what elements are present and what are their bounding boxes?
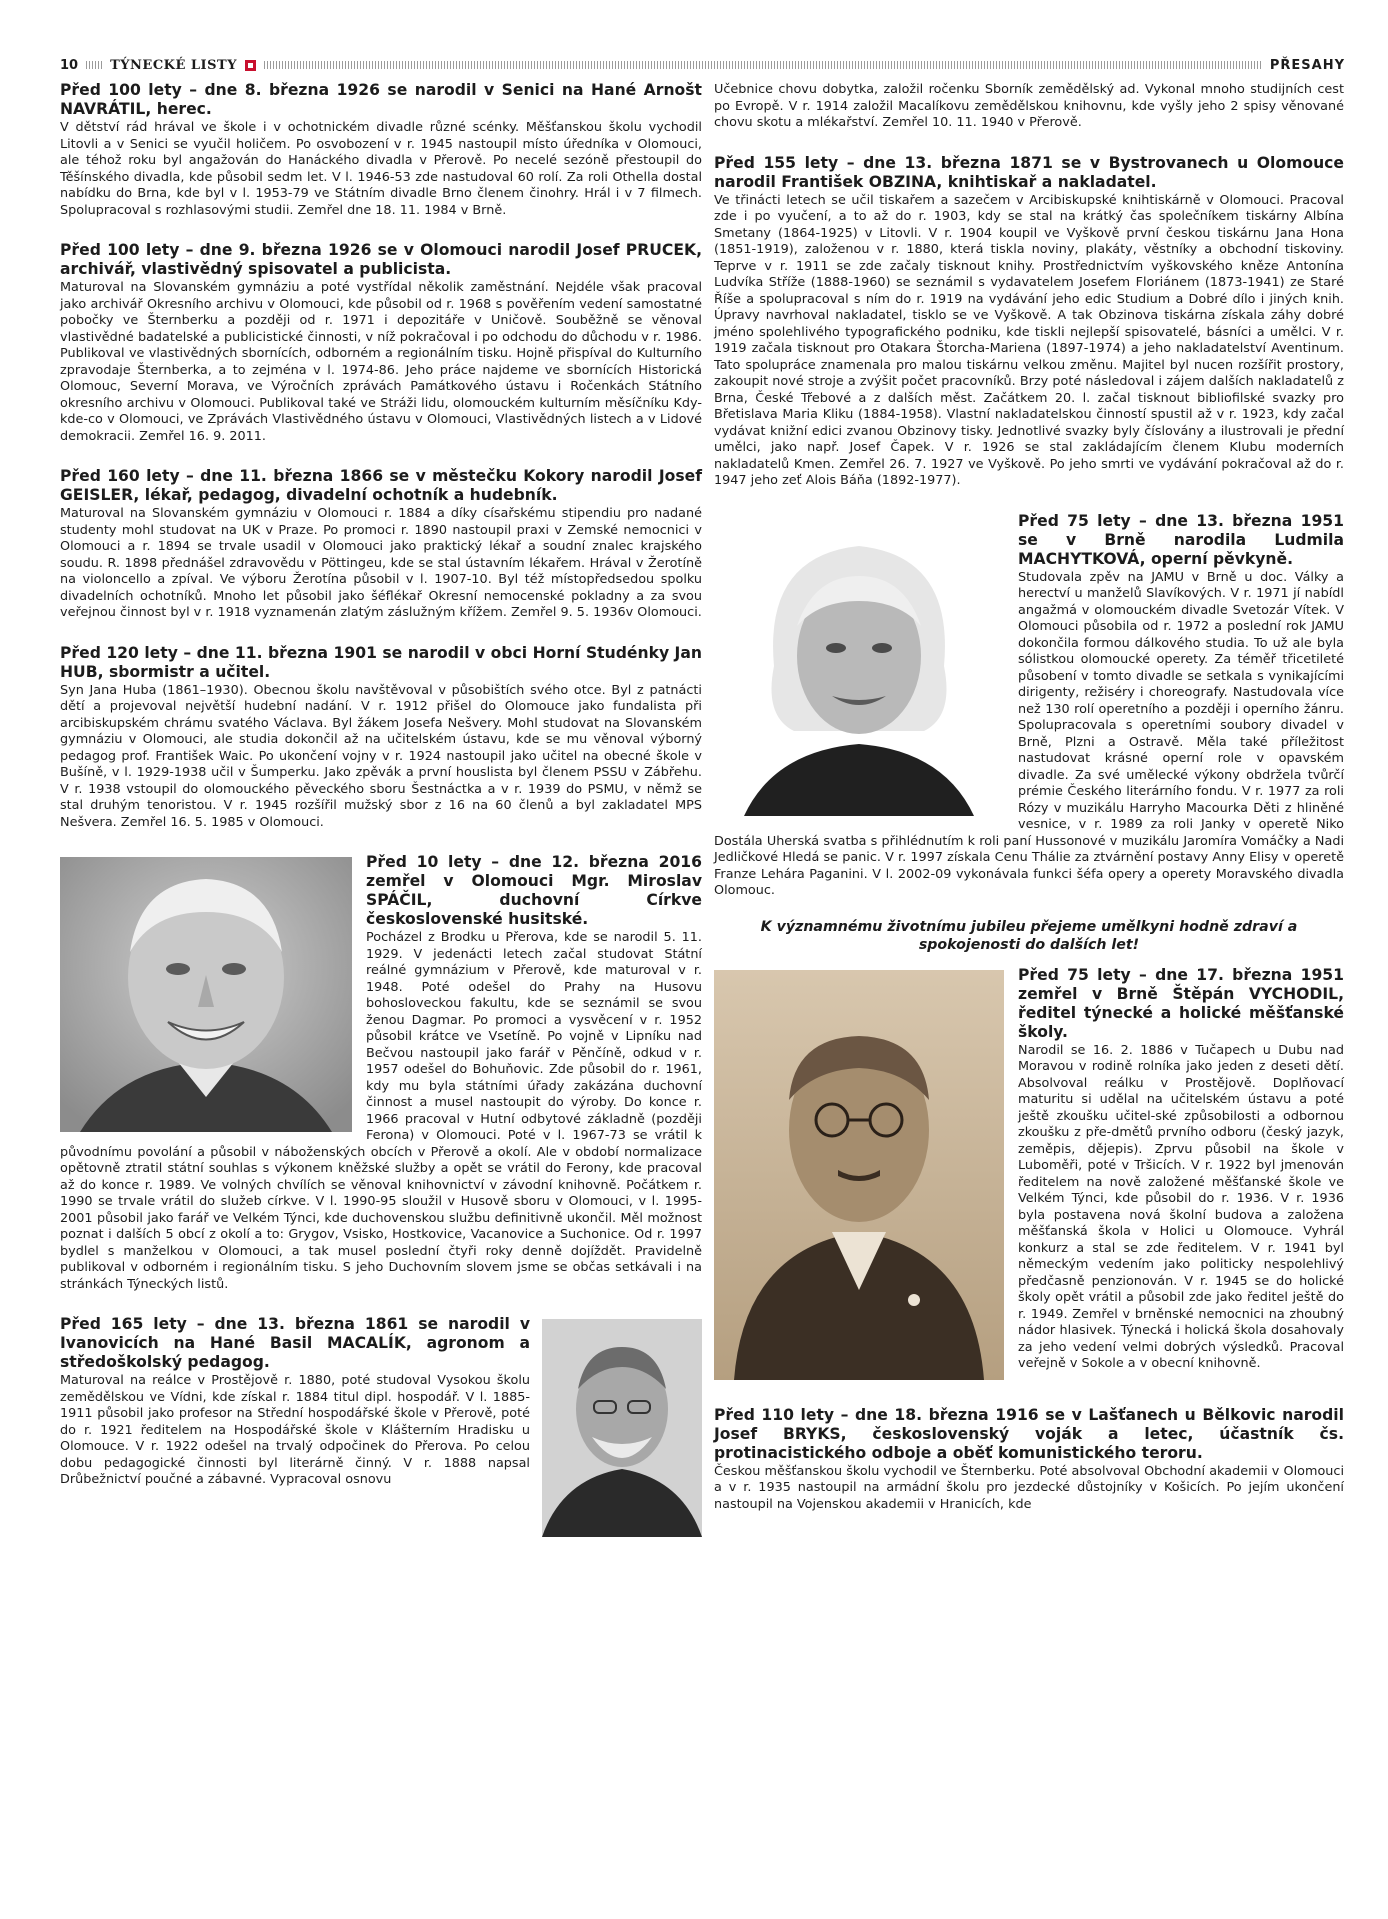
article-prucek (60, 241, 702, 445)
article-hub (60, 644, 702, 832)
article-macalik-continued (714, 82, 1344, 132)
article-title: Před 100 lety – dne 8. března 1926 se narodil v Senici na Hané Arnošt NAVRÁTIL, herec. (60, 81, 702, 118)
article-body: Maturoval na reálce v Prostějově r. 1880, poté studoval Vysokou školu zemědělskou ve Vídni, kde získal r. 1884 titul dipl. hospodář. V l. 1885-1911 působil jako profesor na Střední hospodářské škole v Přerově, poté do r. 1921 ředitelem na Hospodářské škole v Klášterním Hradisku u Olomouce. V r. 1922 odešel na trvalý odpočinek do Přerova. Po celou dobu pedagogické činnosti byl literárně činný. V r. 1888 napsal Drůbežnictví poučné a zábavné. Vypracoval osnovu (60, 1373, 530, 1487)
article-body: Českou měšťanskou školu vychodil ve Šternberku. Poté absolvoval Obchodní akademii v Olomouci a v r. 1935 nastoupil na armádní školu pro jezdecké důstojníky v Košicích. Po jejím ukončení nastoupil na Vojenskou akademii v Hranicích, kde (714, 1463, 1344, 1512)
article-body: Studovala zpěv na JAMU v Brně u doc. Války a herectví u manželů Slavíkových. V r. 1971 jí nabídl angažmá v olomouckém divadle Svetozár Vítek. V Olomouci působila od r. 1972 a poslední rok JAMU dokončila formou dálkového studia. To už ale byla sólistkou olomoucké operety. Za téměř třicetileté působení v tomto divadle se setkala s vynikajícími dirigenty, režiséry i choreografy. Nastudovala více než 130 rolí operetního a později i operního žánru. Spolupracovala s operetními soubory divadel v Brně, Plzni a Ostravě. Měla také příležitost nastudovat krásné operní role v opavském divadle. Za své umělecké výkony obdržela tvůrčí prémie Českého literárního fondu. V r. 1977 za roli Rózy v muzikálu Harryho Macourka Děti z hliněné vesnice, v r. 1989 za roli Janky v operetě Niko Dostála Uherská svatba s přihlédnutím k roli paní Hussonové v muzikálu Jaromíra Vomáčky a Nadi Jedličkové Hledá se panic. V r. 1997 získala Cenu Thálie za ztvárnění postavy Anny Elisy v operetě Franze Lehára Paganini. V l. 2002-09 vykonávala funkci šéfa opery a operety Moravského divadla Olomouc. (714, 569, 1344, 898)
masthead: TÝNECKÉ LISTY (110, 57, 237, 73)
header-rule-short (86, 61, 102, 69)
article-title: Před 75 lety – dne 17. března 1951 zemřel v Brně Štěpán VYCHODIL, ředitel týnecké a holické měšťanské školy. (1018, 965, 1344, 1041)
article-machytkova (714, 512, 1344, 900)
page-header (60, 56, 1345, 74)
photo-ludmila-machytkova (714, 516, 1004, 816)
article-body: Maturoval na Slovanském gymnáziu v Olomouci r. 1884 a díky císařskému stipendiu pro nadané studenty mohl studovat na UK v Praze. Po promoci r. 1890 nastoupil praxi v Zemské nemocnici v Olomouci a r. 1894 se trvale usadil v Olomouci jako praktický lékař a soudní znalec krajského soudu. R. 1898 přednášel zdravovědu v Pöttingeu, kde se stal ústavním lékařem. Hrával v Žerotíně na violoncello a zpíval. Ve výboru Žerotína působil v l. 1907-10. Byl též místopředsedou spolku divadelních ochotníků. Mnoho let působil jako šéflékař Okresní nemocenské pokladny a za svou veřejnou činnost byl v r. 1918 vyznamenán zlatým záslužným křížem. Zemřel 9. 5. 1936v Olomouci. (60, 506, 702, 620)
header-rule (264, 61, 1262, 69)
article-title: Před 120 lety – dne 11. března 1901 se narodil v obci Horní Studénky Jan HUB, sbormistr a učitel. (60, 643, 702, 681)
jubilee-wish: K významnému životnímu jubileu přejeme umělkyni hodně zdraví a spokojenosti do dalších let! (760, 918, 1298, 953)
article-spacil (60, 853, 702, 1293)
article-title: Před 10 lety – dne 12. března 2016 zemřel v Olomouci Mgr. Miroslav SPÁČIL, duchovní Církve československé husitské. (366, 853, 702, 928)
article-title: Před 165 lety – dne 13. března 1861 se narodil v Ivanovicích na Hané Basil MACALÍK, agronom a středoškolský pedagog. (60, 1315, 530, 1371)
page-number: 10 (60, 57, 79, 73)
article-bryks (714, 1406, 1344, 1514)
article-body: Učebnice chovu dobytka, založil ročenku Sborník zemědělský ad. Vykonal mnoho studijních cest po Evropě. V r. 1914 založil Macalíkovu zemědělskou knihovnu, kde vyšly jeho 2 spisy věnované chovu skotu a mlékařství. Zemřel 10. 11. 1940 v Přerově. (714, 82, 1344, 130)
article-navratil (60, 81, 702, 219)
right-column (714, 81, 1344, 1535)
photo-stepan-vychodil (714, 970, 1004, 1380)
article-title: Před 110 lety – dne 18. března 1916 se v Lašťanech u Bělkovic narodil Josef BRYKS, československý voják a letec, účastník čs. protinacistického odboje a oběť komunistického teroru. (714, 1405, 1344, 1462)
left-column (60, 81, 702, 1541)
article-body: Syn Jana Huba (1861–1930). Obecnou školu navštěvoval v působištích svého otce. Byl z patnácti dětí a projevoval největší hudební nadání. V r. 1912 přišel do Olomouce jako fundalista při arcibiskupském chrámu svatého Václava. Byl žákem Josefa Nešvery. Mohl studovat na Slovanském gymnáziu v Olomouci, ale studia dokončil až na učitelském ústavu, kde se mu věnoval výborný pedagog prof. František Waic. Po ukončení vojny v r. 1924 nastoupil jako učitel na obecné škole v Bušíně, v l. 1929-1938 učil v Šumperku. Jako zpěvák a první houslista byl členem PSSU v Zábřehu. V r. 1938 vstoupil do olomouckého pěveckého sboru Šestnáctka a v r. 1939 do PSMU, v němž se stal druhým tenoristou. V r. 1945 rozšířil mužský sbor z 16 na 60 členů a byl zakladatel MPS Nešvera. Zemřel 16. 5. 1985 v Olomouci. (60, 682, 702, 830)
article-macalik (60, 1315, 702, 1489)
photo-miroslav-spacil (60, 857, 352, 1132)
article-title: Před 75 lety – dne 13. března 1951 se v Brně narodila Ludmila MACHYTKOVÁ, operní pěvkyně. (1018, 511, 1344, 568)
masthead-emblem-icon (245, 60, 256, 71)
article-title: Před 155 lety – dne 13. března 1871 se v Bystrovanech u Olomouce narodil František OBZINA, knihtiskař a nakladatel. (714, 153, 1344, 191)
article-title: Před 100 lety – dne 9. března 1926 se v Olomouci narodil Josef PRUCEK, archivář, vlastivědný spisovatel a publicista. (60, 241, 702, 278)
section-label: PŘESAHY (1269, 57, 1345, 73)
article-vychodil (714, 966, 1344, 1384)
article-body: Pocházel z Brodku u Přerova, kde se narodil 5. 11. 1929. V jedenácti letech začal studovat Státní reálné gymnázium v Přerově, kde maturoval v r. 1948. Poté odešel do Prahy na Husovu bohosloveckou fakultu, kde se seznámil se svou ženou Dagmar. Po promoci a vysvěcení v r. 1952 působil krátce ve Vsetíně. Po vojně v Lipníku nad Bečvou nastoupil jako farář v Pěnčíně, odkud v r. 1957 odešel do Bohuňovic. Zde působil do r. 1961, kdy mu byla státními úřady zakázána duchovní činnost a musel nastoupit do výroby. Do konce r. 1966 pracoval v Hutní odbytové základně (později Ferona) v Olomouci. Poté v l. 1967-73 se vrátil k původnímu povolání a působil v náboženských obcích v Přerově a okolí. Ale v období normalizace opětovně ztratil státní souhlas s výkonem kněžské služby a opět se vrátil do Ferony, kde pracoval až do konce r. 1989. Ve volných chvílích se věnoval knihovnictví v závodní knihovně. Počátkem r. 1990 se trvale vrátil do služeb církve. V l. 1990-95 sloužil v Husově sboru v Olomouci, v l. 1995-2001 působil jako farář ve Velkém Týnci, kde duchovenskou službu definitivně ukončil. Měl možnost poznat i dalších 5 obcí z okolí a to: Grygov, Vsisko, Hostkovice, Vacanovice a Suchonice. Od r. 1997 bydlel s manželkou v Olomouci, a tak musel poslední čtyři roky denně dojíždět. Pravidelně publikoval v odborném i regionálním tisku. S jeho Duchovním slovem jsme se občas setkávali i na stránkách Týneckých listů. (60, 930, 702, 1292)
article-body: Narodil se 16. 2. 1886 v Tučapech u Dubu nad Moravou v rodině rolníka jako jeden z deseti dětí. Absolvoval reálku v Prostějově. Doplňovací maturitu si udělal na učitelském ústavu a poté ještě zkoušku učitel-ské způsobilosti a odbornou zkoušku z pře-dmětů prvního odboru (český jazyk, zeměpis, dějepis). Zprvu působil na škole v Luboměři, poté v Tršicích. V r. 1922 byl jmenován ředitelem na nově založené měšťanské škole ve Velkém Týnci, kde působil do r. 1936. V r. 1936 byla postavena nová školní budova a založena měšťanská škola v Holici u Olomouce. Vyhrál konkurz a stal se zde ředitelem. V r. 1941 byl německým vedením jako politicky nespolehlivý předčasně penzionován. V r. 1945 se do holické školy opět vrátil a působil zde jako ředitel ještě do r. 1949. Zemřel v brněnské nemocnici na zhoubný nádor hlasivek. Týnecká i holická škola dosahovaly za jeho vedení velmi dobrých výsledků. Pracoval veřejně v Sokole a v obecní knihovně. (1018, 1042, 1344, 1371)
article-body: Maturoval na Slovanském gymnáziu a poté vystřídal několik zaměstnání. Nejdéle však pracoval jako archivář Okresního archivu v Olomouci, kde působil od r. 1968 s pověřením vedení samostatné pobočky ve Šternberku a později od r. 1971 i depozitáře v Uničově. Souběžně se věnoval vlastivědné badatelské a publicistické činnosti, v níž pokračoval i po odchodu do důchodu v r. 1986. Publikoval ve vlastivědných sbornících, odborném a regionálním tisku. Hojně přispíval do Kulturního zpravodaje Šternberka, a to zejména v l. 1974-86. Jeho práce najdeme ve sbornících Historická Olomouc, Severní Morava, ve Výročních zprávách Památkového ústavu i Ročenkách Státního okresního archivu v Olomouci. Publikoval také ve Stráži lidu, olomouckém kulturním měsíčníku Kdy-kde-co v Olomouci, ve Zprávách Vlastivědného ústavu v Olomouci, Vlastivědných listech a v Lidové demokracii. Zemřel 16. 9. 2011. (60, 280, 702, 444)
article-geisler (60, 467, 702, 622)
photo-basil-macalik (542, 1319, 702, 1537)
article-obzina (714, 154, 1344, 490)
article-title: Před 160 lety – dne 11. března 1866 se v městečku Kokory narodil Josef GEISLER, lékař, pedagog, divadelní ochotník a hudebník. (60, 467, 702, 504)
article-body: Ve třinácti letech se učil tiskařem a sazečem v Arcibiskupské knihtiskárně v Olomouci. Pracoval zde i po vyučení, a to až do r. 1903, kdy se stal na krátký čas společníkem tiskárny Albína Smetany (1864-1925) v Litovli. V r. 1904 koupil ve Vyškově první českou tiskárnu Jana Hona (1851-1919), založenou v r. 1880, která tiskla noviny, plakáty, věstníky a obchodní tiskoviny. Teprve v r. 1911 se zde začaly tisknout knihy. Prostřednictvím vyškovského kněze Antonína Ludvíka Stříže (1888-1960) se seznámil s vydavatelem Josefem Floriánem (1873-1941) ze Staré Říše a spolupracoval s ním do r. 1919 na vydávání jeho edic Studium a Dobré dílo i jiných knih. Úpravy navrhoval nakladatel, tisklo se ve Vyškově. A tak Obzinova tiskárna získala záhy dobré jméno spolehlivého typografického podniku, kde tiskli nejlepší spisovatelé, básníci a umělci. V r. 1919 začala tisknout pro Otakara Štorcha-Mariena (1897-1974) a jeho nakladatelství Aventinum. Tato spolupráce znamenala pro malou tiskárnu velkou změnu. Majitel byl nucen rozšířit prostory, zakoupit nové stroje a zvýšit počet pracovníků. Brzy poté následoval i zájem dalších nakladatelů z Brna, České Třebové a z dalších měst. Začátkem 20. l. začal tisknout bibliofilské svazky pro Břetislava Maria Kliku (1884-1958). Vlastní nakladatelskou činností spustil až v r. 1923, kdy začal vydávat knižní edici zvanou Obzinovy tisky. Jednotlivé svazky byly číslovány a ilustrovali je přední umělci, jako např. Josef Čapek. V r. 1926 se stal zakládajícím členem Klubu moderních nakladatelů Kmen. Zemřel 26. 7. 1927 ve Vyškově. Po jeho smrti ve vydávání pokračoval až do r. 1947 jeho zeť Alois Báňa (1892-1977). (714, 192, 1344, 488)
article-body: V dětství rád hrával ve škole i v ochotnickém divadle různé scénky. Měšťanskou školu vychodil Litovli a v Senici se vyučil holičem. Po osvobození v r. 1945 nastoupil místo úředníka v Olomouci, ale téhož roku byl angažován do Hanáckého divadla v Přerově. Po necelé sezóně přestoupil do Těšínského divadla, kde působil sedm let. V l. 1946-53 zde nastudoval 60 rolí. Za roli Othella dostal nabídku do Brna, kde byl v l. 1953-79 ve Státním divadle Brno členem činohry. Hrál i v 7 filmech. Spolupracoval s rozhlasovými studii. Zemřel dne 18. 11. 1984 v Brně. (60, 120, 702, 218)
